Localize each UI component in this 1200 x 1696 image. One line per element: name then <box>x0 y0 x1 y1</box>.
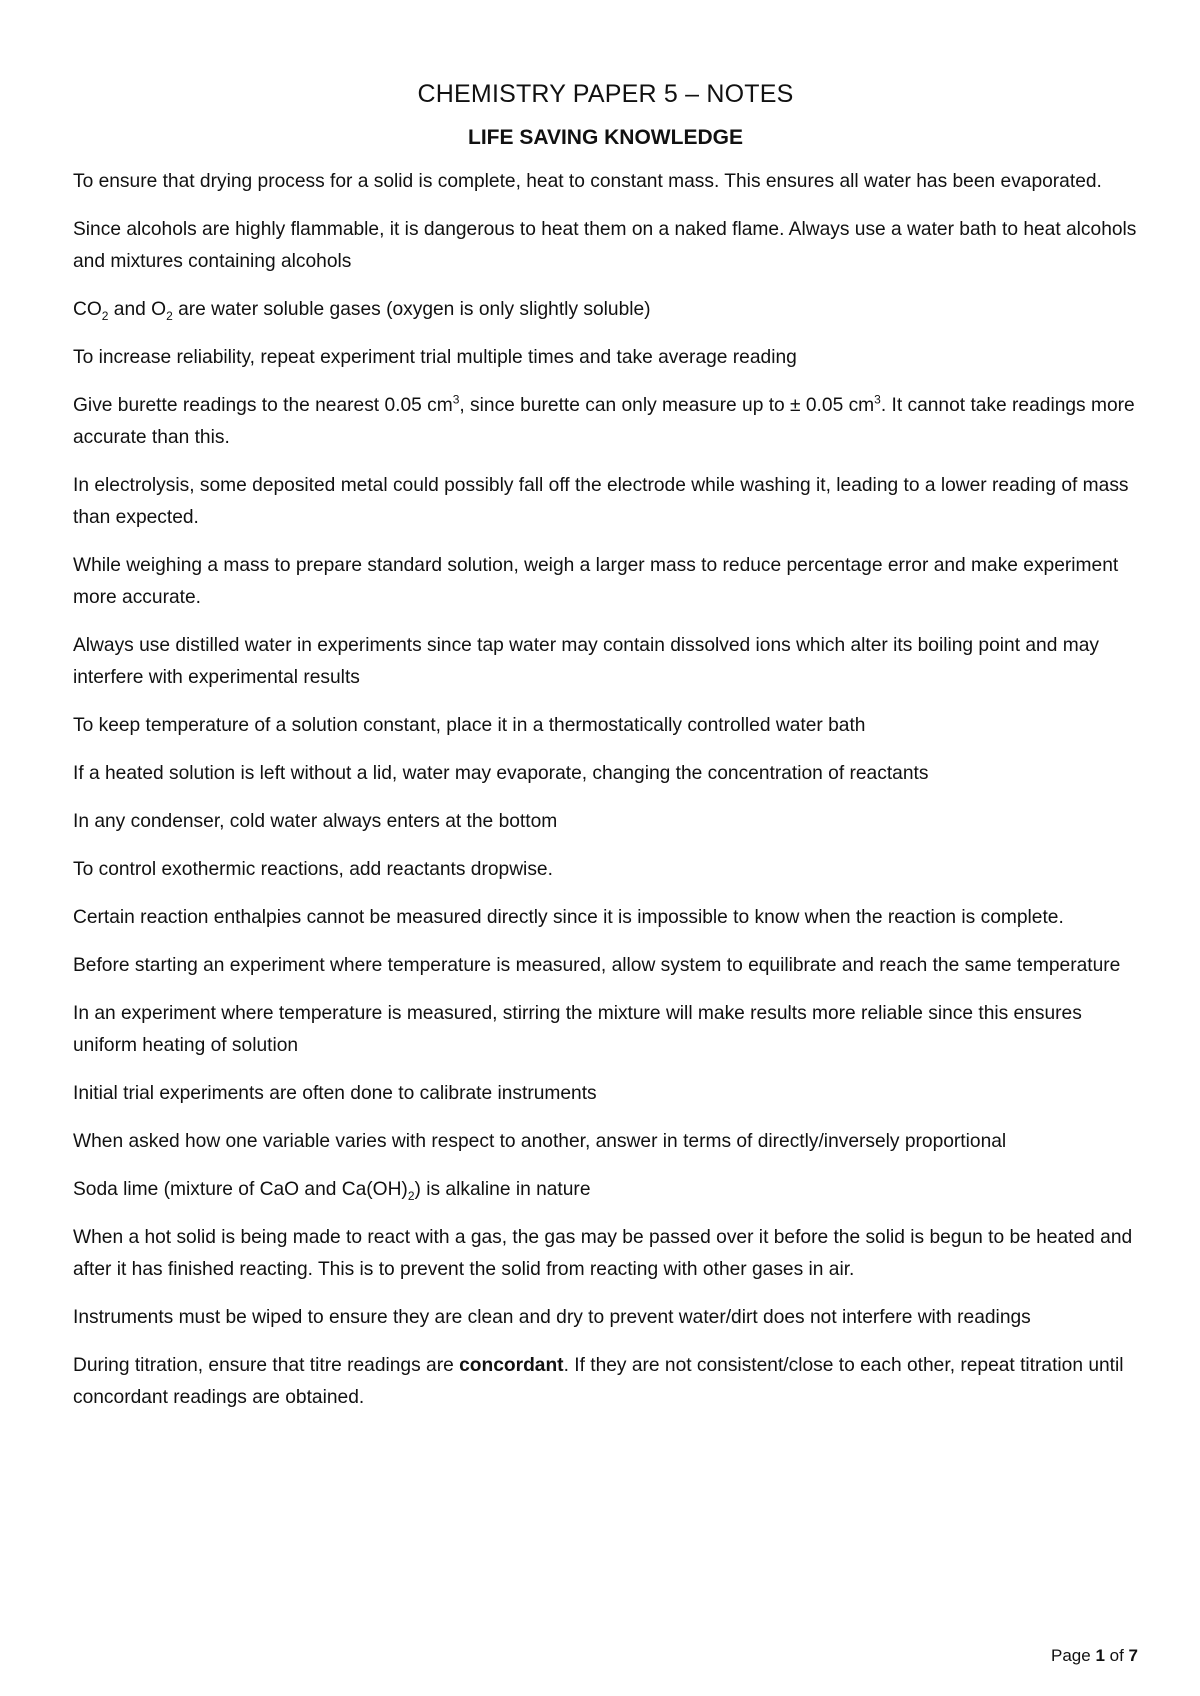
note-paragraph: In electrolysis, some deposited metal could possibly fall off the electrode while washing it, leading to a lower reading of mass than expected. <box>73 475 1129 528</box>
note-paragraph <box>73 294 1138 326</box>
note-paragraph: Always use distilled water in experiments since tap water may contain dissolved ions which alter its boiling point and may interfere with experimental results <box>73 635 1099 688</box>
note-paragraph: To keep temperature of a solution constant, place it in a thermostatically controlled water bath <box>73 715 866 736</box>
note-text: Give burette readings to the nearest 0.05 cm <box>73 395 453 416</box>
note-text: are water soluble gases (oxygen is only slightly soluble) <box>172 299 651 320</box>
superscript: 3 <box>874 392 881 407</box>
note-text: . It cannot take readings more accurate than this. <box>73 395 1135 448</box>
subscript: 2 <box>101 308 109 323</box>
note-paragraph <box>73 1350 1138 1414</box>
note-paragraph: To ensure that drying process for a solid is complete, heat to constant mass. This ensures all water has been evaporated. <box>73 171 1102 192</box>
subscript: 2 <box>407 1188 415 1203</box>
page-label: Page <box>1051 1646 1096 1665</box>
bold-term: concordant <box>459 1355 564 1376</box>
note-text: Soda lime (mixture of CaO and Ca(OH) <box>73 1179 408 1200</box>
notes-list <box>73 166 1138 1414</box>
note-text: CO <box>73 299 102 320</box>
note-paragraph: Certain reaction enthalpies cannot be measured directly since it is impossible to know when the reaction is complete. <box>73 907 1064 928</box>
page-of-label: of <box>1104 1646 1129 1665</box>
note-text: ) is alkaline in nature <box>414 1179 591 1200</box>
subscript: 2 <box>166 308 173 323</box>
note-paragraph: If a heated solution is left without a lid, water may evaporate, changing the concentration of reactants <box>73 763 929 784</box>
page-number <box>1051 1646 1138 1666</box>
note-text: and O <box>108 299 167 320</box>
current-page: 1 <box>1095 1646 1105 1665</box>
document-page <box>73 70 1138 1430</box>
total-pages: 7 <box>1128 1646 1138 1665</box>
note-text: During titration, ensure that titre readings are <box>73 1355 460 1376</box>
note-paragraph: Since alcohols are highly flammable, it is dangerous to heat them on a naked flame. Always use a water bath to heat alcohols and mixtures containing alcohols <box>73 219 1137 272</box>
note-text: , since burette can only measure up to ± 0.05 cm <box>459 395 875 416</box>
note-paragraph: In an experiment where temperature is measured, stirring the mixture will make results more reliable since this ensures uniform heating of solution <box>73 1003 1082 1056</box>
note-paragraph <box>73 1174 1138 1206</box>
section-heading: LIFE SAVING KNOWLEDGE <box>468 126 743 149</box>
note-paragraph: To control exothermic reactions, add reactants dropwise. <box>73 859 553 880</box>
note-paragraph: While weighing a mass to prepare standard solution, weigh a larger mass to reduce percentage error and make experiment more accurate. <box>73 555 1119 608</box>
note-paragraph: To increase reliability, repeat experiment trial multiple times and take average reading <box>73 347 797 368</box>
page-title: CHEMISTRY PAPER 5 – NOTES <box>417 80 794 108</box>
note-paragraph: When a hot solid is being made to react with a gas, the gas may be passed over it before the solid is begun to be heated and after it has finished reacting. This is to prevent the solid from reacting with other gases in air. <box>73 1227 1133 1280</box>
superscript: 3 <box>452 392 460 407</box>
note-paragraph: Before starting an experiment where temperature is measured, allow system to equilibrate and reach the same temperature <box>73 955 1121 976</box>
note-paragraph: Initial trial experiments are often done to calibrate instruments <box>73 1083 597 1104</box>
note-paragraph: Instruments must be wiped to ensure they are clean and dry to prevent water/dirt does not interfere with readings <box>73 1307 1031 1328</box>
note-text: . If they are not consistent/close to each other, repeat titration until concordant readings are obtained. <box>73 1355 1124 1408</box>
note-paragraph: In any condenser, cold water always enters at the bottom <box>73 811 558 832</box>
note-paragraph <box>73 390 1138 454</box>
note-paragraph: When asked how one variable varies with respect to another, answer in terms of directly/inversely proportional <box>73 1131 1007 1152</box>
